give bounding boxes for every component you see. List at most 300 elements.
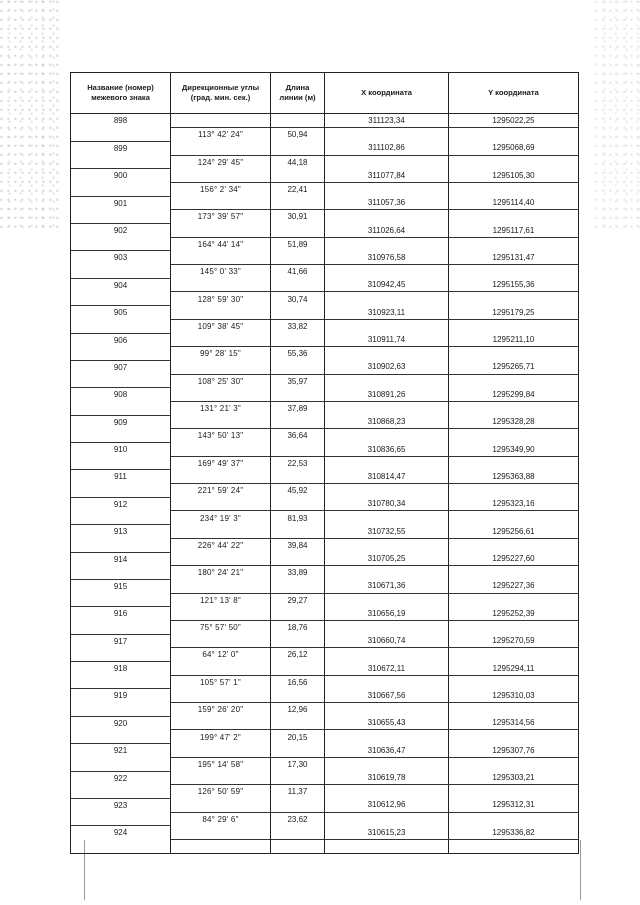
line-length-cell	[271, 388, 325, 402]
y-coordinate-cell: 1295328,28	[449, 415, 579, 429]
direction-angle-cell	[171, 744, 271, 758]
point-name-cell	[71, 648, 171, 662]
point-name-cell	[71, 703, 171, 717]
y-coordinate-cell: 1295227,60	[449, 552, 579, 566]
table-row	[71, 648, 579, 662]
line-length-cell: 51,89	[271, 237, 325, 251]
x-coordinate-cell: 310902,63	[325, 360, 449, 374]
x-coordinate-cell: 310923,11	[325, 306, 449, 320]
x-coordinate-cell	[325, 785, 449, 799]
direction-angle-cell: 126° 50' 59"	[171, 785, 271, 799]
table-row	[71, 716, 579, 730]
direction-angle-cell	[171, 141, 271, 155]
table-row	[71, 251, 579, 265]
direction-angle-cell	[171, 278, 271, 292]
direction-angle-cell	[171, 798, 271, 812]
line-length-cell	[271, 744, 325, 758]
x-coordinate-cell	[325, 812, 449, 826]
x-coordinate-cell	[325, 757, 449, 771]
x-coordinate-cell	[325, 210, 449, 224]
x-coordinate-cell	[325, 347, 449, 361]
direction-angle-cell: 64° 12' 0"	[171, 648, 271, 662]
table-row	[71, 593, 579, 607]
point-name-cell: 909	[71, 415, 171, 429]
y-coordinate-cell	[449, 265, 579, 279]
point-name-cell	[71, 237, 171, 251]
x-coordinate-cell	[325, 675, 449, 689]
direction-angle-cell	[171, 415, 271, 429]
line-length-cell	[271, 141, 325, 155]
direction-angle-cell: 145° 0' 33"	[171, 265, 271, 279]
x-coordinate-cell: 310836,65	[325, 443, 449, 457]
x-coordinate-cell: 311057,36	[325, 196, 449, 210]
point-name-cell: 924	[71, 826, 171, 840]
x-coordinate-cell: 310942,45	[325, 278, 449, 292]
table-row	[71, 703, 579, 717]
point-name-cell	[71, 456, 171, 470]
direction-angle-cell	[171, 525, 271, 539]
y-coordinate-cell: 1295314,56	[449, 716, 579, 730]
table-row	[71, 620, 579, 634]
table-row	[71, 634, 579, 648]
table-row	[71, 443, 579, 457]
x-coordinate-cell: 311123,34	[325, 114, 449, 128]
line-length-cell	[271, 333, 325, 347]
x-coordinate-cell: 310612,96	[325, 798, 449, 812]
y-coordinate-cell	[449, 155, 579, 169]
table-row	[71, 497, 579, 511]
line-length-cell	[271, 224, 325, 238]
direction-angle-cell	[171, 360, 271, 374]
y-coordinate-cell: 1295179,25	[449, 306, 579, 320]
header-x-coordinate: X координата	[325, 73, 449, 114]
point-name-cell	[71, 265, 171, 279]
x-coordinate-cell: 310780,34	[325, 497, 449, 511]
direction-angle-cell: 221° 59' 24"	[171, 484, 271, 498]
y-coordinate-cell: 1295307,76	[449, 744, 579, 758]
point-name-cell	[71, 319, 171, 333]
x-coordinate-cell: 310976,58	[325, 251, 449, 265]
direction-angle-cell: 234° 19' 3"	[171, 511, 271, 525]
y-coordinate-cell: 1295336,82	[449, 826, 579, 840]
table-row	[71, 237, 579, 251]
table-row	[71, 114, 579, 128]
line-length-cell	[271, 771, 325, 785]
line-length-cell: 36,64	[271, 429, 325, 443]
direction-angle-cell: 131° 21' 3"	[171, 401, 271, 415]
table-row	[71, 265, 579, 279]
point-name-cell: 903	[71, 251, 171, 265]
direction-angle-cell	[171, 634, 271, 648]
x-coordinate-cell	[325, 182, 449, 196]
y-coordinate-cell: 1295265,71	[449, 360, 579, 374]
direction-angle-cell	[171, 579, 271, 593]
point-name-cell: 922	[71, 771, 171, 785]
y-coordinate-cell	[449, 648, 579, 662]
y-coordinate-cell	[449, 292, 579, 306]
table-row	[71, 730, 579, 744]
direction-angle-cell: 195° 14' 58"	[171, 757, 271, 771]
table-row	[71, 812, 579, 826]
x-coordinate-cell: 310671,36	[325, 579, 449, 593]
point-name-cell	[71, 839, 171, 853]
x-coordinate-cell	[325, 648, 449, 662]
y-coordinate-cell: 1295068,69	[449, 141, 579, 155]
x-coordinate-cell: 310660,74	[325, 634, 449, 648]
y-coordinate-cell	[449, 730, 579, 744]
point-name-cell: 907	[71, 360, 171, 374]
y-coordinate-cell: 1295270,59	[449, 634, 579, 648]
point-name-cell	[71, 620, 171, 634]
line-length-cell: 16,56	[271, 675, 325, 689]
direction-angle-cell	[171, 388, 271, 402]
header-y-coordinate: Y координата	[449, 73, 579, 114]
table-body	[71, 114, 579, 854]
table-row	[71, 662, 579, 676]
table-row	[71, 278, 579, 292]
point-name-cell	[71, 429, 171, 443]
point-name-cell: 919	[71, 689, 171, 703]
point-name-cell: 900	[71, 169, 171, 183]
line-length-cell	[271, 278, 325, 292]
point-name-cell: 899	[71, 141, 171, 155]
point-name-cell	[71, 484, 171, 498]
point-name-cell	[71, 292, 171, 306]
line-length-cell	[271, 798, 325, 812]
direction-angle-cell: 226° 44' 22"	[171, 538, 271, 552]
y-coordinate-cell	[449, 374, 579, 388]
x-coordinate-cell: 310911,74	[325, 333, 449, 347]
line-length-cell: 17,30	[271, 757, 325, 771]
scan-artifact-line	[580, 840, 581, 900]
point-name-cell	[71, 374, 171, 388]
point-name-cell: 916	[71, 607, 171, 621]
point-name-cell	[71, 401, 171, 415]
x-coordinate-cell: 310636,47	[325, 744, 449, 758]
direction-angle-cell	[171, 552, 271, 566]
direction-angle-cell	[171, 839, 271, 853]
table-row	[71, 538, 579, 552]
point-name-cell	[71, 347, 171, 361]
x-coordinate-cell: 310667,56	[325, 689, 449, 703]
table-row	[71, 155, 579, 169]
x-coordinate-cell: 310619,78	[325, 771, 449, 785]
point-name-cell	[71, 730, 171, 744]
y-coordinate-cell: 1295303,21	[449, 771, 579, 785]
x-coordinate-cell	[325, 292, 449, 306]
table-row	[71, 456, 579, 470]
point-name-cell: 904	[71, 278, 171, 292]
x-coordinate-cell	[325, 128, 449, 142]
line-length-cell: 35,97	[271, 374, 325, 388]
direction-angle-cell	[171, 306, 271, 320]
x-coordinate-cell	[325, 593, 449, 607]
table-row	[71, 839, 579, 853]
line-length-cell	[271, 552, 325, 566]
table-row	[71, 224, 579, 238]
direction-angle-cell	[171, 716, 271, 730]
x-coordinate-cell: 310672,11	[325, 662, 449, 676]
x-coordinate-cell: 310868,23	[325, 415, 449, 429]
table-row	[71, 292, 579, 306]
x-coordinate-cell: 310705,25	[325, 552, 449, 566]
y-coordinate-cell	[449, 675, 579, 689]
x-coordinate-cell	[325, 839, 449, 853]
direction-angle-cell: 121° 13' 8"	[171, 593, 271, 607]
table-row	[71, 470, 579, 484]
table-row	[71, 374, 579, 388]
line-length-cell	[271, 169, 325, 183]
point-name-cell: 901	[71, 196, 171, 210]
direction-angle-cell: 199° 47' 2"	[171, 730, 271, 744]
table-row	[71, 607, 579, 621]
line-length-cell: 22,53	[271, 456, 325, 470]
y-coordinate-cell: 1295022,25	[449, 114, 579, 128]
point-name-cell	[71, 757, 171, 771]
line-length-cell	[271, 689, 325, 703]
line-length-cell: 37,89	[271, 401, 325, 415]
table-row	[71, 552, 579, 566]
table-row	[71, 484, 579, 498]
y-coordinate-cell: 1295310,03	[449, 689, 579, 703]
table-row	[71, 511, 579, 525]
y-coordinate-cell: 1295256,61	[449, 525, 579, 539]
direction-angle-cell: 143° 50' 13"	[171, 429, 271, 443]
y-coordinate-cell	[449, 128, 579, 142]
y-coordinate-cell	[449, 757, 579, 771]
line-length-cell: 39,84	[271, 538, 325, 552]
line-length-cell	[271, 525, 325, 539]
x-coordinate-cell	[325, 538, 449, 552]
x-coordinate-cell	[325, 155, 449, 169]
direction-angle-cell: 108° 25' 30"	[171, 374, 271, 388]
y-coordinate-cell	[449, 593, 579, 607]
direction-angle-cell	[171, 443, 271, 457]
x-coordinate-cell: 310891,26	[325, 388, 449, 402]
line-length-cell: 50,94	[271, 128, 325, 142]
y-coordinate-cell	[449, 210, 579, 224]
table-row	[71, 182, 579, 196]
direction-angle-cell	[171, 114, 271, 128]
y-coordinate-cell: 1295363,88	[449, 470, 579, 484]
point-name-cell: 912	[71, 497, 171, 511]
table-row	[71, 429, 579, 443]
line-length-cell: 30,74	[271, 292, 325, 306]
point-name-cell	[71, 593, 171, 607]
line-length-cell	[271, 839, 325, 853]
direction-angle-cell: 105° 57' 1"	[171, 675, 271, 689]
line-length-cell	[271, 607, 325, 621]
y-coordinate-cell: 1295227,36	[449, 579, 579, 593]
y-coordinate-cell: 1295312,31	[449, 798, 579, 812]
direction-angle-cell: 75° 57' 50"	[171, 620, 271, 634]
point-name-cell	[71, 566, 171, 580]
direction-angle-cell: 124° 29' 45"	[171, 155, 271, 169]
line-length-cell	[271, 360, 325, 374]
point-name-cell: 913	[71, 525, 171, 539]
direction-angle-cell	[171, 333, 271, 347]
y-coordinate-cell: 1295323,16	[449, 497, 579, 511]
line-length-cell	[271, 497, 325, 511]
direction-angle-cell	[171, 826, 271, 840]
line-length-cell	[271, 443, 325, 457]
table-row	[71, 415, 579, 429]
x-coordinate-cell	[325, 265, 449, 279]
line-length-cell	[271, 634, 325, 648]
point-name-cell: 917	[71, 634, 171, 648]
line-length-cell	[271, 114, 325, 128]
scan-speckle-right	[595, 0, 640, 230]
y-coordinate-cell: 1295349,90	[449, 443, 579, 457]
x-coordinate-cell	[325, 401, 449, 415]
line-length-cell: 30,91	[271, 210, 325, 224]
y-coordinate-cell	[449, 812, 579, 826]
point-name-cell: 908	[71, 388, 171, 402]
direction-angle-cell: 159° 26' 20"	[171, 703, 271, 717]
y-coordinate-cell	[449, 566, 579, 580]
x-coordinate-cell: 311102,86	[325, 141, 449, 155]
header-line-length: Длина линии (м)	[271, 73, 325, 114]
line-length-cell: 81,93	[271, 511, 325, 525]
direction-angle-cell: 180° 24' 21"	[171, 566, 271, 580]
table-row	[71, 785, 579, 799]
y-coordinate-cell	[449, 182, 579, 196]
y-coordinate-cell: 1295131,47	[449, 251, 579, 265]
x-coordinate-cell: 310732,55	[325, 525, 449, 539]
line-length-cell: 22,41	[271, 182, 325, 196]
x-coordinate-cell	[325, 566, 449, 580]
header-direction-angle: Дирекционные углы (град. мин. сек.)	[171, 73, 271, 114]
direction-angle-cell: 99° 28' 15"	[171, 347, 271, 361]
direction-angle-cell: 164° 44' 14"	[171, 237, 271, 251]
y-coordinate-cell	[449, 484, 579, 498]
table-header-row	[71, 73, 579, 114]
point-name-cell	[71, 210, 171, 224]
line-length-cell: 26,12	[271, 648, 325, 662]
line-length-cell	[271, 251, 325, 265]
y-coordinate-cell	[449, 839, 579, 853]
table-row	[71, 333, 579, 347]
x-coordinate-cell	[325, 703, 449, 717]
table-row	[71, 388, 579, 402]
point-name-cell: 921	[71, 744, 171, 758]
point-name-cell	[71, 155, 171, 169]
line-length-cell: 11,37	[271, 785, 325, 799]
table-row	[71, 196, 579, 210]
x-coordinate-cell	[325, 511, 449, 525]
x-coordinate-cell	[325, 374, 449, 388]
line-length-cell: 44,18	[271, 155, 325, 169]
x-coordinate-cell: 310615,23	[325, 826, 449, 840]
table-row	[71, 347, 579, 361]
point-name-cell	[71, 675, 171, 689]
scan-speckle-left	[0, 0, 60, 230]
direction-angle-cell	[171, 497, 271, 511]
point-name-cell: 910	[71, 443, 171, 457]
point-name-cell: 914	[71, 552, 171, 566]
x-coordinate-cell	[325, 730, 449, 744]
line-length-cell	[271, 662, 325, 676]
y-coordinate-cell: 1295211,10	[449, 333, 579, 347]
point-name-cell	[71, 538, 171, 552]
y-coordinate-cell: 1295252,39	[449, 607, 579, 621]
line-length-cell	[271, 470, 325, 484]
y-coordinate-cell	[449, 785, 579, 799]
y-coordinate-cell	[449, 703, 579, 717]
table-row	[71, 757, 579, 771]
table-row	[71, 689, 579, 703]
y-coordinate-cell: 1295105,30	[449, 169, 579, 183]
point-name-cell: 920	[71, 716, 171, 730]
line-length-cell: 33,89	[271, 566, 325, 580]
y-coordinate-cell: 1295299,84	[449, 388, 579, 402]
table-row	[71, 798, 579, 812]
line-length-cell: 29,27	[271, 593, 325, 607]
direction-angle-cell	[171, 224, 271, 238]
direction-angle-cell	[171, 607, 271, 621]
x-coordinate-cell: 311026,64	[325, 224, 449, 238]
line-length-cell: 12,96	[271, 703, 325, 717]
y-coordinate-cell: 1295114,40	[449, 196, 579, 210]
x-coordinate-cell: 310656,19	[325, 607, 449, 621]
table-row	[71, 401, 579, 415]
line-length-cell: 41,66	[271, 265, 325, 279]
y-coordinate-cell	[449, 237, 579, 251]
line-length-cell	[271, 306, 325, 320]
boundary-coordinates-table	[70, 72, 579, 854]
point-name-cell	[71, 785, 171, 799]
line-length-cell	[271, 196, 325, 210]
x-coordinate-cell	[325, 484, 449, 498]
table-row	[71, 306, 579, 320]
direction-angle-cell	[171, 771, 271, 785]
point-name-cell: 918	[71, 662, 171, 676]
table-row	[71, 169, 579, 183]
y-coordinate-cell	[449, 511, 579, 525]
y-coordinate-cell	[449, 347, 579, 361]
line-length-cell	[271, 716, 325, 730]
direction-angle-cell	[171, 196, 271, 210]
point-name-cell	[71, 182, 171, 196]
x-coordinate-cell	[325, 429, 449, 443]
point-name-cell: 902	[71, 224, 171, 238]
y-coordinate-cell	[449, 319, 579, 333]
y-coordinate-cell	[449, 456, 579, 470]
direction-angle-cell	[171, 169, 271, 183]
table-row	[71, 210, 579, 224]
boundary-coordinates-table-wrapper	[70, 72, 578, 854]
x-coordinate-cell	[325, 620, 449, 634]
x-coordinate-cell	[325, 237, 449, 251]
table-row	[71, 826, 579, 840]
y-coordinate-cell	[449, 538, 579, 552]
x-coordinate-cell	[325, 319, 449, 333]
y-coordinate-cell	[449, 401, 579, 415]
table-row	[71, 675, 579, 689]
y-coordinate-cell	[449, 429, 579, 443]
point-name-cell	[71, 812, 171, 826]
x-coordinate-cell: 311077,84	[325, 169, 449, 183]
direction-angle-cell: 169° 49' 37"	[171, 456, 271, 470]
line-length-cell: 20,15	[271, 730, 325, 744]
direction-angle-cell	[171, 470, 271, 484]
direction-angle-cell	[171, 689, 271, 703]
table-row	[71, 579, 579, 593]
x-coordinate-cell	[325, 456, 449, 470]
point-name-cell: 911	[71, 470, 171, 484]
line-length-cell: 55,36	[271, 347, 325, 361]
point-name-cell: 906	[71, 333, 171, 347]
